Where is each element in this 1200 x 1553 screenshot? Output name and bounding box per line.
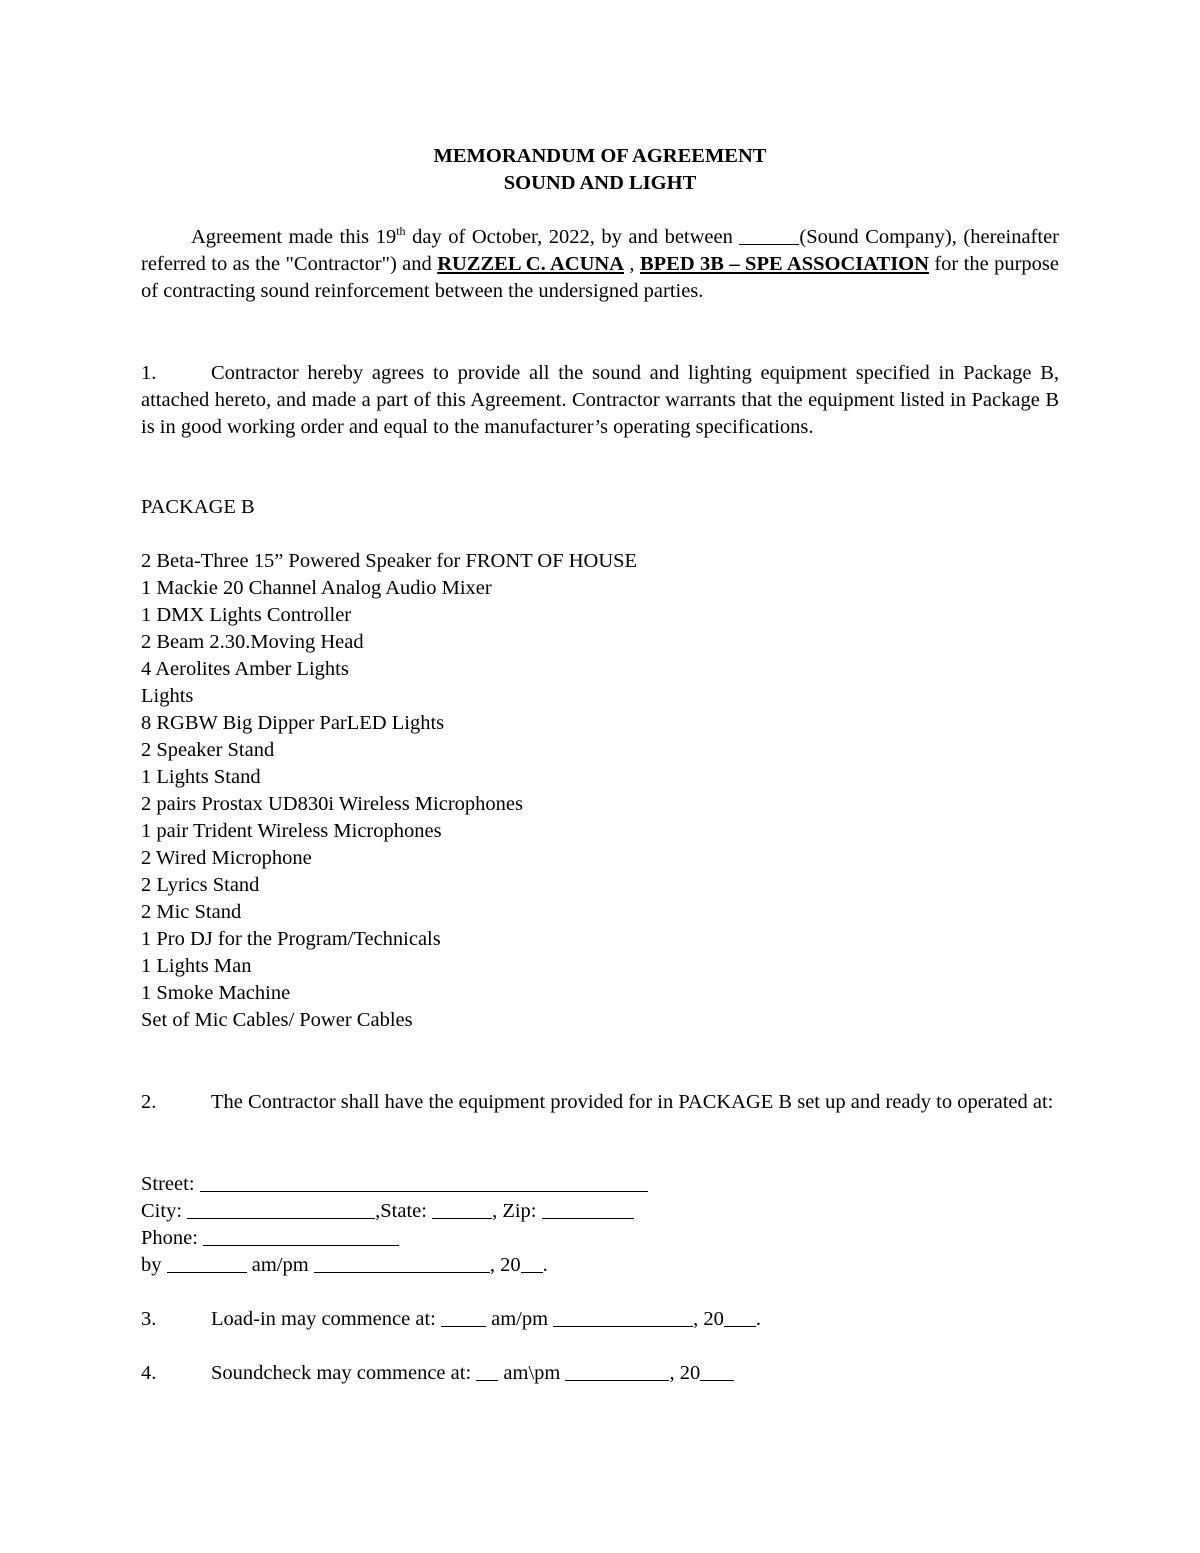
by-period: . — [542, 1254, 548, 1276]
phone-line — [141, 1225, 399, 1252]
state-label: ,State: — [375, 1200, 427, 1222]
soundcheck-date-field[interactable] — [565, 1361, 669, 1381]
package-item: 1 pair Trident Wireless Microphones — [141, 820, 442, 842]
clause-2 — [141, 1089, 1059, 1116]
intro-paragraph — [141, 224, 1059, 304]
loadin-year-label: , 20 — [693, 1308, 724, 1330]
by-time-field[interactable] — [167, 1253, 247, 1273]
intro-superscript: th — [396, 224, 406, 238]
phone-label: Phone: — [141, 1227, 198, 1249]
street-line — [141, 1171, 648, 1198]
clause-4-number: 4. — [141, 1362, 157, 1384]
zip-field[interactable] — [542, 1199, 634, 1219]
zip-label: , Zip: — [492, 1200, 537, 1222]
package-item: 1 DMX Lights Controller — [141, 604, 352, 626]
intro-text-2: day of October, 2022, by and between — [405, 226, 740, 248]
package-item: 8 RGBW Big Dipper ParLED Lights — [141, 712, 445, 734]
by-date-field[interactable] — [314, 1253, 490, 1273]
document-subtitle: SOUND AND LIGHT — [503, 172, 697, 194]
intro-text-1: Agreement made this 19 — [191, 226, 397, 248]
party-name: RUZZEL C. ACUNA — [437, 252, 625, 275]
clause-4-text: Soundcheck may commence at: — [211, 1362, 472, 1384]
city-line — [141, 1198, 634, 1225]
loadin-time-field[interactable] — [441, 1307, 486, 1327]
intro-separator: , — [624, 252, 640, 275]
package-item: 1 Smoke Machine — [141, 982, 291, 1004]
soundcheck-year-field[interactable] — [700, 1361, 734, 1381]
by-year-label: , 20 — [489, 1254, 521, 1276]
package-item: 2 Beta-Three 15” Powered Speaker for FRONT OF HOUSE — [141, 550, 638, 572]
package-item: 4 Aerolites Amber Lights — [141, 658, 349, 680]
phone-field[interactable] — [203, 1226, 399, 1246]
soundcheck-time-field[interactable] — [476, 1361, 498, 1381]
city-label: City: — [141, 1200, 183, 1222]
by-label: by — [141, 1254, 162, 1276]
clause-1-number: 1. — [141, 362, 157, 384]
package-item: 2 Beam 2.30.Moving Head — [141, 631, 364, 653]
loadin-period: . — [755, 1308, 762, 1330]
package-item: 1 Mackie 20 Channel Analog Audio Mixer — [141, 577, 492, 599]
document-title: MEMORANDUM OF AGREEMENT — [433, 145, 767, 167]
package-item: 2 Speaker Stand — [141, 739, 275, 761]
clause-4 — [141, 1360, 734, 1387]
package-item: 2 Wired Microphone — [141, 847, 312, 869]
by-year-field[interactable] — [521, 1253, 543, 1273]
package-item: 2 Lyrics Stand — [141, 874, 260, 896]
intro-text-3: (Sound Company), (hereinafter referred to as the "Contractor") and — [141, 226, 1059, 275]
package-item: 2 pairs Prostax UD830i Wireless Microphones — [141, 793, 523, 815]
soundcheck-year-label: , 20 — [669, 1362, 701, 1384]
by-line — [141, 1252, 548, 1279]
package-list — [141, 548, 637, 1034]
by-ampm-label: am/pm — [251, 1254, 309, 1276]
loadin-ampm: am/pm — [491, 1308, 549, 1330]
loadin-date-field[interactable] — [553, 1307, 693, 1327]
street-label: Street: — [141, 1173, 195, 1195]
state-field[interactable] — [432, 1199, 492, 1219]
clause-3-number: 3. — [141, 1308, 157, 1330]
street-field[interactable] — [200, 1172, 648, 1192]
loadin-year-field[interactable] — [724, 1307, 756, 1327]
intro-text-4: for the purpose of contracting sound reinforcement between the undersigned parties. — [141, 252, 1060, 302]
company-blank — [739, 225, 799, 245]
package-item: 1 Pro DJ for the Program/Technicals — [141, 928, 441, 950]
clause-1-text: Contractor hereby agrees to provide all the sound and lighting equipment specified in Package B, attached hereto, and made a part of this Agreement. Contractor warrants that the equipment listed in Package B is in good working order and equal to the manufacturer’s operating specifications. — [141, 362, 1059, 438]
city-field[interactable] — [187, 1199, 375, 1219]
package-item: 2 Mic Stand — [141, 901, 242, 923]
clause-2-number: 2. — [141, 1091, 157, 1113]
clause-3-text: Load-in may commence at: — [211, 1308, 436, 1330]
package-item: Lights — [141, 685, 194, 707]
clause-3 — [141, 1306, 761, 1333]
package-heading: PACKAGE B — [141, 496, 255, 518]
clause-2-text: The Contractor shall have the equipment provided for in PACKAGE B set up and ready to operated at: — [211, 1091, 1054, 1113]
soundcheck-ampm: am\pm — [503, 1362, 561, 1384]
package-item: 1 Lights Stand — [141, 766, 261, 788]
party-organization: BPED 3B – SPE ASSOCIATION — [639, 252, 929, 275]
package-item: Set of Mic Cables/ Power Cables — [141, 1009, 413, 1031]
clause-1 — [141, 360, 1059, 440]
package-item: 1 Lights Man — [141, 955, 252, 977]
